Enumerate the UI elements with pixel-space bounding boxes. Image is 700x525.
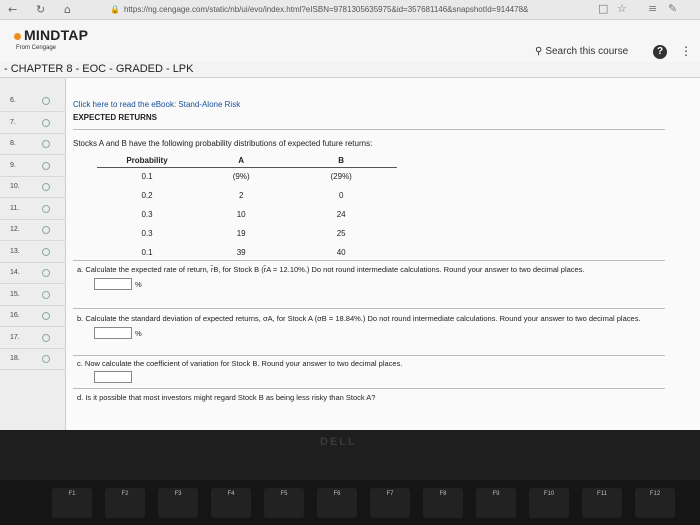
table-cell: 0 [338,191,344,200]
status-circle-icon [42,183,50,191]
question-number: 6. [10,97,16,104]
app-header [0,20,700,62]
part-d-text: d. Is it possible that most investors might regard Stock B as being less risky than Stock A? [77,393,376,402]
function-key: F12 [635,488,675,518]
percent-sign: % [135,279,142,289]
table-header: Probability [97,154,197,167]
logo-dot-icon [14,33,21,40]
question-number: 13. [10,247,20,255]
chapter-bar [0,62,700,78]
table-cell: 0.1 [141,172,153,182]
question-number: 11. [10,204,20,212]
help-button[interactable]: ? [653,45,667,59]
question-number: 12. [10,226,20,233]
chapter-title: - CHAPTER 8 - EOC - GRADED - LPK [4,63,194,75]
part-b-answer-input[interactable] [94,327,132,339]
divider [73,388,665,389]
mindtap-logo[interactable]: MINDTAP [14,27,88,43]
table-cell: 0.1 [141,248,153,257]
status-circle-icon [42,248,50,256]
table-cell: 40 [336,248,346,257]
table-header-row [97,154,397,167]
table-cell: 24 [336,210,346,219]
question-list-item[interactable] [0,264,66,284]
status-circle-icon [42,334,50,342]
status-circle-icon [42,205,50,213]
question-list-item[interactable] [0,114,66,134]
brand-logo: DELL [320,436,357,448]
function-key: F4 [211,488,251,518]
function-key: F6 [317,488,357,518]
question-number: 14. [10,269,20,276]
question-list-item[interactable] [0,329,66,349]
question-list-item[interactable] [0,135,66,155]
question-list-item[interactable] [0,178,66,198]
table-row [97,224,397,243]
table-cell: 2 [238,191,244,200]
question-list-item[interactable] [0,307,66,327]
search-icon: ⚲ [535,46,543,57]
function-key: F7 [370,488,410,518]
part-a-answer-input[interactable] [94,278,132,290]
search-label: Search this course [545,46,629,57]
question-intro: Stocks A and B have the following probability distributions of expected future returns: [73,139,373,148]
favorite-star-icon[interactable]: ☆ [617,2,627,15]
reader-icon[interactable]: □ [598,2,609,15]
part-c [77,359,667,384]
divider [73,260,665,261]
table-cell: 25 [336,229,346,238]
function-key: F3 [158,488,198,518]
home-icon[interactable]: ⌂ [64,3,71,16]
question-number: 17. [10,333,20,341]
table-header: A [197,154,285,167]
status-circle-icon [42,140,50,148]
status-circle-icon [42,119,50,127]
function-key: F11 [582,488,622,518]
reload-icon[interactable]: ↻ [36,3,46,16]
part-c-text: c. Now calculate the coefficient of variation for Stock B. Round your answer to two decimal places. [77,359,403,368]
part-c-answer-input[interactable] [94,371,132,383]
part-b-text: b. Calculate the standard deviation of expected returns, σA, for Stock A (σB = 18.84%.) Do not round intermediate calculations. Round your answer to two decimal places. [77,314,641,323]
status-circle-icon [42,226,50,234]
question-heading: EXPECTED RETURNS [73,113,158,122]
divider [73,308,665,309]
question-number: 8. [10,140,16,147]
browser-toolbar [0,0,700,20]
back-icon[interactable]: ← [8,3,18,16]
function-key: F2 [105,488,145,518]
logo-subtitle: From Cengage [16,45,57,51]
table-cell: 0.3 [141,229,153,238]
question-number: 9. [10,161,16,169]
question-list-item[interactable] [0,243,66,263]
function-key: F10 [529,488,569,518]
status-circle-icon [42,355,50,363]
table-cell: 10 [236,210,246,219]
percent-sign: % [135,328,142,338]
search-course-button[interactable] [535,46,628,57]
table-header: B [285,154,397,167]
status-circle-icon [42,291,50,299]
function-key: F8 [423,488,463,518]
table-row [97,167,397,186]
laptop-bezel [0,430,700,480]
lock-icon: 🔒 [110,5,120,14]
keyboard [0,480,700,525]
divider [73,129,665,130]
status-circle-icon [42,312,50,320]
question-list-item[interactable] [0,92,66,112]
table-cell: 19 [236,229,246,238]
question-list [0,78,66,430]
table-cell: 39 [236,248,246,257]
part-b [77,313,667,340]
favorites-list-icon[interactable]: ≡ [648,2,658,15]
question-list-item[interactable] [0,286,66,306]
part-a-text: a. Calculate the expected rate of return, r̂B, for Stock B (r̂A = 12.10%.) Do not round intermediate calculations. Round your answer to two decimal places. [77,265,585,274]
more-options-icon[interactable]: ⋮ [680,44,692,58]
function-key: F9 [476,488,516,518]
pen-icon[interactable]: ✎ [668,2,678,15]
function-key: F5 [264,488,304,518]
part-a [77,264,667,291]
question-number: 18. [10,355,20,362]
address-bar[interactable] [110,3,570,17]
table-row [97,205,397,224]
status-circle-icon [42,97,50,105]
question-list-item[interactable] [0,221,66,241]
table-row [97,186,397,205]
table-cell: (29%) [330,172,352,182]
table-cell: 0.3 [141,210,153,219]
question-list-item[interactable] [0,157,66,177]
table-cell: (9%) [232,172,250,182]
function-key: F1 [52,488,92,518]
question-number: 15. [10,290,20,298]
address-bar-url: https://ng.cengage.com/static/nb/ui/evo/index.html?eISBN=9781305635975&id=357681146&snapshotId=914478& [123,5,529,14]
question-panel [67,78,667,430]
question-list-item[interactable] [0,200,66,220]
table-cell: 0.2 [141,191,153,200]
status-circle-icon [42,269,50,277]
content-area [0,78,700,430]
question-number: 10. [10,183,20,190]
question-number: 16. [10,312,20,319]
status-circle-icon [42,162,50,170]
ebook-link[interactable]: Click here to read the eBook: Stand-Alone Risk [73,100,241,109]
divider [73,355,665,356]
part-d [77,393,667,402]
question-number: 7. [10,118,16,126]
distribution-table [97,154,397,262]
question-list-item[interactable] [0,350,66,370]
